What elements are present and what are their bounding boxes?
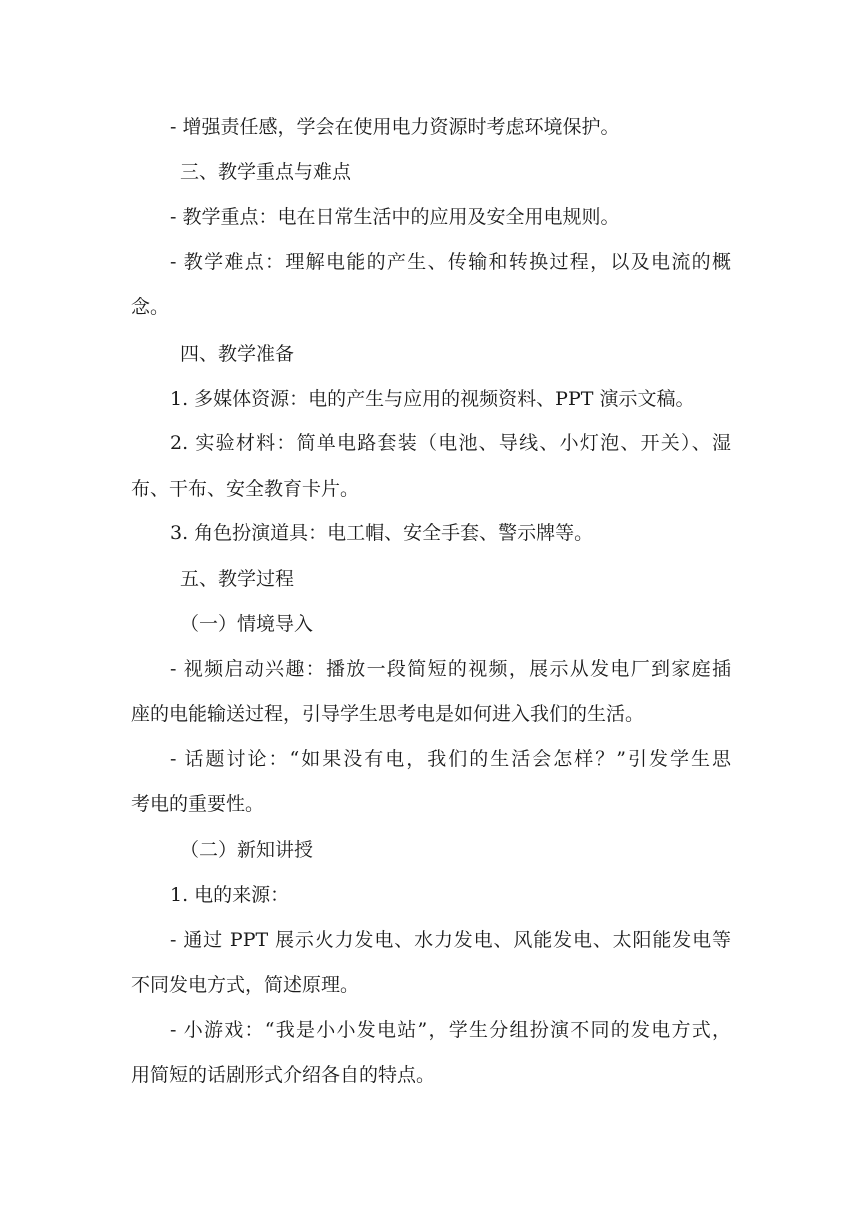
body-line: - 视频启动兴趣：播放一段简短的视频，展示从发电厂到家庭插 <box>170 658 731 680</box>
section-heading: 三、教学重点与难点 <box>180 161 352 183</box>
body-line: 不同发电方式，简述原理。 <box>131 974 360 996</box>
subsection-heading: （二）新知讲授 <box>180 839 314 861</box>
body-line: - 小游戏：“我是小小发电站”，学生分组扮演不同的发电方式， <box>170 1019 731 1041</box>
body-line: 念。 <box>131 296 170 318</box>
body-line: - 增强责任感，学会在使用电力资源时考虑环境保护。 <box>170 116 620 138</box>
body-line: - 教学难点：理解电能的产生、传输和转换过程，以及电流的概 <box>170 251 731 273</box>
section-heading: 五、教学过程 <box>180 568 295 590</box>
body-line: 考电的重要性。 <box>131 793 265 815</box>
body-line: 座的电能输送过程，引导学生思考电是如何进入我们的生活。 <box>131 703 645 725</box>
body-line: - 通过 PPT 展示火力发电、水力发电、风能发电、太阳能发电等 <box>170 929 731 951</box>
subsection-heading: （一）情境导入 <box>180 613 314 635</box>
body-line: 用简短的话剧形式介绍各自的特点。 <box>131 1064 436 1086</box>
section-heading: 四、教学准备 <box>180 343 295 365</box>
body-line: - 教学重点：电在日常生活中的应用及安全用电规则。 <box>170 206 620 228</box>
body-line: - 话题讨论：“如果没有电，我们的生活会怎样？”引发学生思 <box>170 748 731 770</box>
body-line: 2. 实验材料：简单电路套装（电池、导线、小灯泡、开关）、湿 <box>170 432 731 454</box>
body-line: 布、干布、安全教育卡片。 <box>131 478 360 500</box>
body-line: 3. 角色扮演道具：电工帽、安全手套、警示牌等。 <box>170 522 594 544</box>
body-line: 1. 多媒体资源：电的产生与应用的视频资料、PPT 演示文稿。 <box>170 388 695 410</box>
body-line: 1. 电的来源： <box>170 884 290 906</box>
